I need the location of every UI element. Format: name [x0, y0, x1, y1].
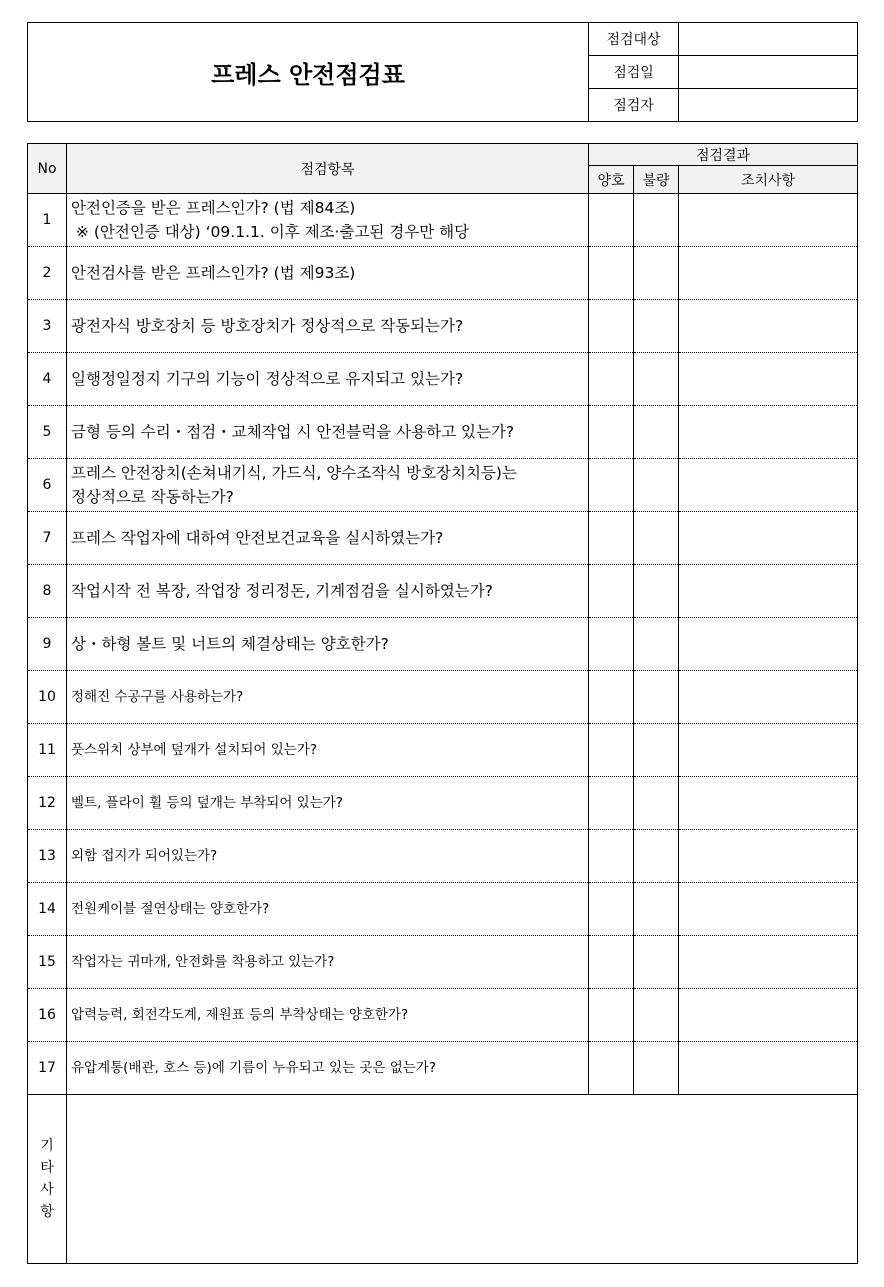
check-item-text: 프레스 안전장치(손쳐내기식, 가드식, 양수조작식 방호장치치등)는: [71, 464, 517, 482]
bad-checkbox-cell[interactable]: [634, 830, 679, 883]
table-row: [28, 353, 858, 406]
bad-checkbox-cell[interactable]: [634, 1042, 679, 1095]
check-item: [67, 936, 589, 989]
check-item-text: 프레스 작업자에 대하여 안전보건교육을 실시하였는가?: [71, 529, 444, 547]
action-cell[interactable]: [679, 777, 858, 830]
good-checkbox-cell[interactable]: [589, 724, 634, 777]
action-cell[interactable]: [679, 300, 858, 353]
good-checkbox-cell[interactable]: [589, 883, 634, 936]
table-row: [28, 300, 858, 353]
good-checkbox-cell[interactable]: [589, 300, 634, 353]
check-item: [67, 989, 589, 1042]
check-item: [67, 618, 589, 671]
row-number: 4: [28, 353, 67, 406]
good-checkbox-cell[interactable]: [589, 1042, 634, 1095]
row-number: 12: [28, 777, 67, 830]
check-item-text: 금형 등의 수리・점검・교체작업 시 안전블럭을 사용하고 있는가?: [71, 423, 515, 441]
row-number: 5: [28, 406, 67, 459]
table-row: [28, 830, 858, 883]
check-item: [67, 724, 589, 777]
check-item-text: 작업시작 전 복장, 작업장 정리정돈, 기계점검을 실시하였는가?: [71, 582, 493, 600]
table-row: [28, 565, 858, 618]
row-number: 7: [28, 512, 67, 565]
row-number: 3: [28, 300, 67, 353]
table-row: [28, 512, 858, 565]
row-number: 16: [28, 989, 67, 1042]
check-item-text: 상・하형 볼트 및 너트의 체결상태는 양호한가?: [71, 635, 389, 653]
check-item: [67, 671, 589, 724]
checklist-table: [27, 143, 858, 1264]
table-row: [28, 1042, 858, 1095]
action-cell[interactable]: [679, 512, 858, 565]
bad-checkbox-cell[interactable]: [634, 353, 679, 406]
table-row: [28, 194, 858, 247]
check-item-text: 전원케이블 절연상태는 양호한가?: [71, 901, 270, 917]
bad-checkbox-cell[interactable]: [634, 406, 679, 459]
row-number: 10: [28, 671, 67, 724]
good-checkbox-cell[interactable]: [589, 989, 634, 1042]
remarks-label-char: 타: [40, 1160, 54, 1176]
remarks-label-char: 항: [40, 1204, 54, 1220]
bad-checkbox-cell[interactable]: [634, 724, 679, 777]
action-cell[interactable]: [679, 565, 858, 618]
check-item: [67, 512, 589, 565]
bad-checkbox-cell[interactable]: [634, 565, 679, 618]
check-item: [67, 247, 589, 300]
table-row: [28, 777, 858, 830]
col-good-header: 양호: [589, 166, 634, 194]
check-item-text: 벨트, 플라이 휠 등의 덮개는 부착되어 있는가?: [71, 795, 343, 811]
remarks-label: [28, 1095, 67, 1264]
action-cell[interactable]: [679, 883, 858, 936]
table-row: [28, 883, 858, 936]
inspection-target-field[interactable]: [679, 23, 858, 56]
check-item-text: 압력능력, 회전각도계, 제원표 등의 부착상태는 양호한가?: [71, 1007, 409, 1023]
row-number: 11: [28, 724, 67, 777]
bad-checkbox-cell[interactable]: [634, 459, 679, 512]
remarks-label-char: 사: [40, 1182, 54, 1198]
check-item: [67, 300, 589, 353]
table-row: [28, 406, 858, 459]
good-checkbox-cell[interactable]: [589, 565, 634, 618]
check-item-note: ※ (안전인증 대상) ‘09.1.1. 이후 제조·출고된 경우만 해당: [71, 223, 470, 241]
table-row: [28, 459, 858, 512]
check-item: [67, 565, 589, 618]
check-item-text: 유압계통(배관, 호스 등)에 기름이 누유되고 있는 곳은 없는가?: [71, 1060, 437, 1076]
good-checkbox-cell[interactable]: [589, 459, 634, 512]
check-item-note: 정상적으로 작동하는가?: [71, 488, 234, 506]
field-label: 점검자: [589, 89, 679, 122]
action-cell[interactable]: [679, 830, 858, 883]
action-cell[interactable]: [679, 459, 858, 512]
table-row: [28, 618, 858, 671]
row-number: 6: [28, 459, 67, 512]
check-item-text: 일행정일정지 기구의 기능이 정상적으로 유지되고 있는가?: [71, 370, 464, 388]
good-checkbox-cell[interactable]: [589, 830, 634, 883]
document-title: 프레스 안전점검표: [28, 23, 589, 122]
col-bad-header: 불량: [634, 166, 679, 194]
check-item-text: 풋스위치 상부에 덮개가 설치되어 있는가?: [71, 742, 318, 758]
action-cell[interactable]: [679, 353, 858, 406]
action-cell[interactable]: [679, 406, 858, 459]
check-item-text: 작업자는 귀마개, 안전화를 착용하고 있는가?: [71, 954, 335, 970]
check-item: [67, 883, 589, 936]
check-item: [67, 1042, 589, 1095]
bad-checkbox-cell[interactable]: [634, 618, 679, 671]
row-number: 14: [28, 883, 67, 936]
bad-checkbox-cell[interactable]: [634, 883, 679, 936]
row-number: 9: [28, 618, 67, 671]
good-checkbox-cell[interactable]: [589, 194, 634, 247]
action-cell[interactable]: [679, 618, 858, 671]
check-item: [67, 777, 589, 830]
field-label: 점검일: [589, 56, 679, 89]
check-item: [67, 194, 589, 247]
action-cell[interactable]: [679, 1042, 858, 1095]
row-number: 8: [28, 565, 67, 618]
row-number: 2: [28, 247, 67, 300]
field-label: 점검대상: [589, 23, 679, 56]
action-cell[interactable]: [679, 724, 858, 777]
good-checkbox-cell[interactable]: [589, 512, 634, 565]
good-checkbox-cell[interactable]: [589, 936, 634, 989]
row-number: 15: [28, 936, 67, 989]
good-checkbox-cell[interactable]: [589, 671, 634, 724]
check-item: [67, 406, 589, 459]
check-item: [67, 353, 589, 406]
check-item-text: 안전인증을 받은 프레스인가? (법 제84조): [71, 199, 356, 217]
check-item: [67, 830, 589, 883]
bad-checkbox-cell[interactable]: [634, 936, 679, 989]
check-item-text: 정해진 수공구를 사용하는가?: [71, 689, 244, 705]
good-checkbox-cell[interactable]: [589, 406, 634, 459]
good-checkbox-cell[interactable]: [589, 353, 634, 406]
col-action-header: 조치사항: [679, 166, 858, 194]
table-row: [28, 671, 858, 724]
good-checkbox-cell[interactable]: [589, 247, 634, 300]
bad-checkbox-cell[interactable]: [634, 300, 679, 353]
row-number: 13: [28, 830, 67, 883]
col-item-header: 점검항목: [67, 144, 589, 194]
action-cell[interactable]: [679, 247, 858, 300]
remarks-field[interactable]: [67, 1095, 858, 1264]
header-table: [27, 22, 858, 122]
bad-checkbox-cell[interactable]: [634, 777, 679, 830]
check-item: [67, 459, 589, 512]
action-cell[interactable]: [679, 936, 858, 989]
inspection-date-field[interactable]: [679, 56, 858, 89]
bad-checkbox-cell[interactable]: [634, 512, 679, 565]
col-no-header: No: [28, 144, 67, 194]
bad-checkbox-cell[interactable]: [634, 671, 679, 724]
table-row: [28, 936, 858, 989]
good-checkbox-cell[interactable]: [589, 777, 634, 830]
action-cell[interactable]: [679, 989, 858, 1042]
col-result-header: 점검결과: [589, 144, 858, 166]
row-number: 1: [28, 194, 67, 247]
bad-checkbox-cell[interactable]: [634, 989, 679, 1042]
row-number: 17: [28, 1042, 67, 1095]
table-row: [28, 724, 858, 777]
check-item-text: 안전검사를 받은 프레스인가? (법 제93조): [71, 264, 356, 282]
remarks-label-char: 기: [40, 1138, 54, 1154]
good-checkbox-cell[interactable]: [589, 618, 634, 671]
table-row: [28, 989, 858, 1042]
check-item-text: 광전자식 방호장치 등 방호장치가 정상적으로 작동되는가?: [71, 317, 464, 335]
inspector-field[interactable]: [679, 89, 858, 122]
table-row: [28, 247, 858, 300]
bad-checkbox-cell[interactable]: [634, 247, 679, 300]
check-item-text: 외함 접지가 되어있는가?: [71, 848, 218, 864]
bad-checkbox-cell[interactable]: [634, 194, 679, 247]
action-cell[interactable]: [679, 671, 858, 724]
action-cell[interactable]: [679, 194, 858, 247]
